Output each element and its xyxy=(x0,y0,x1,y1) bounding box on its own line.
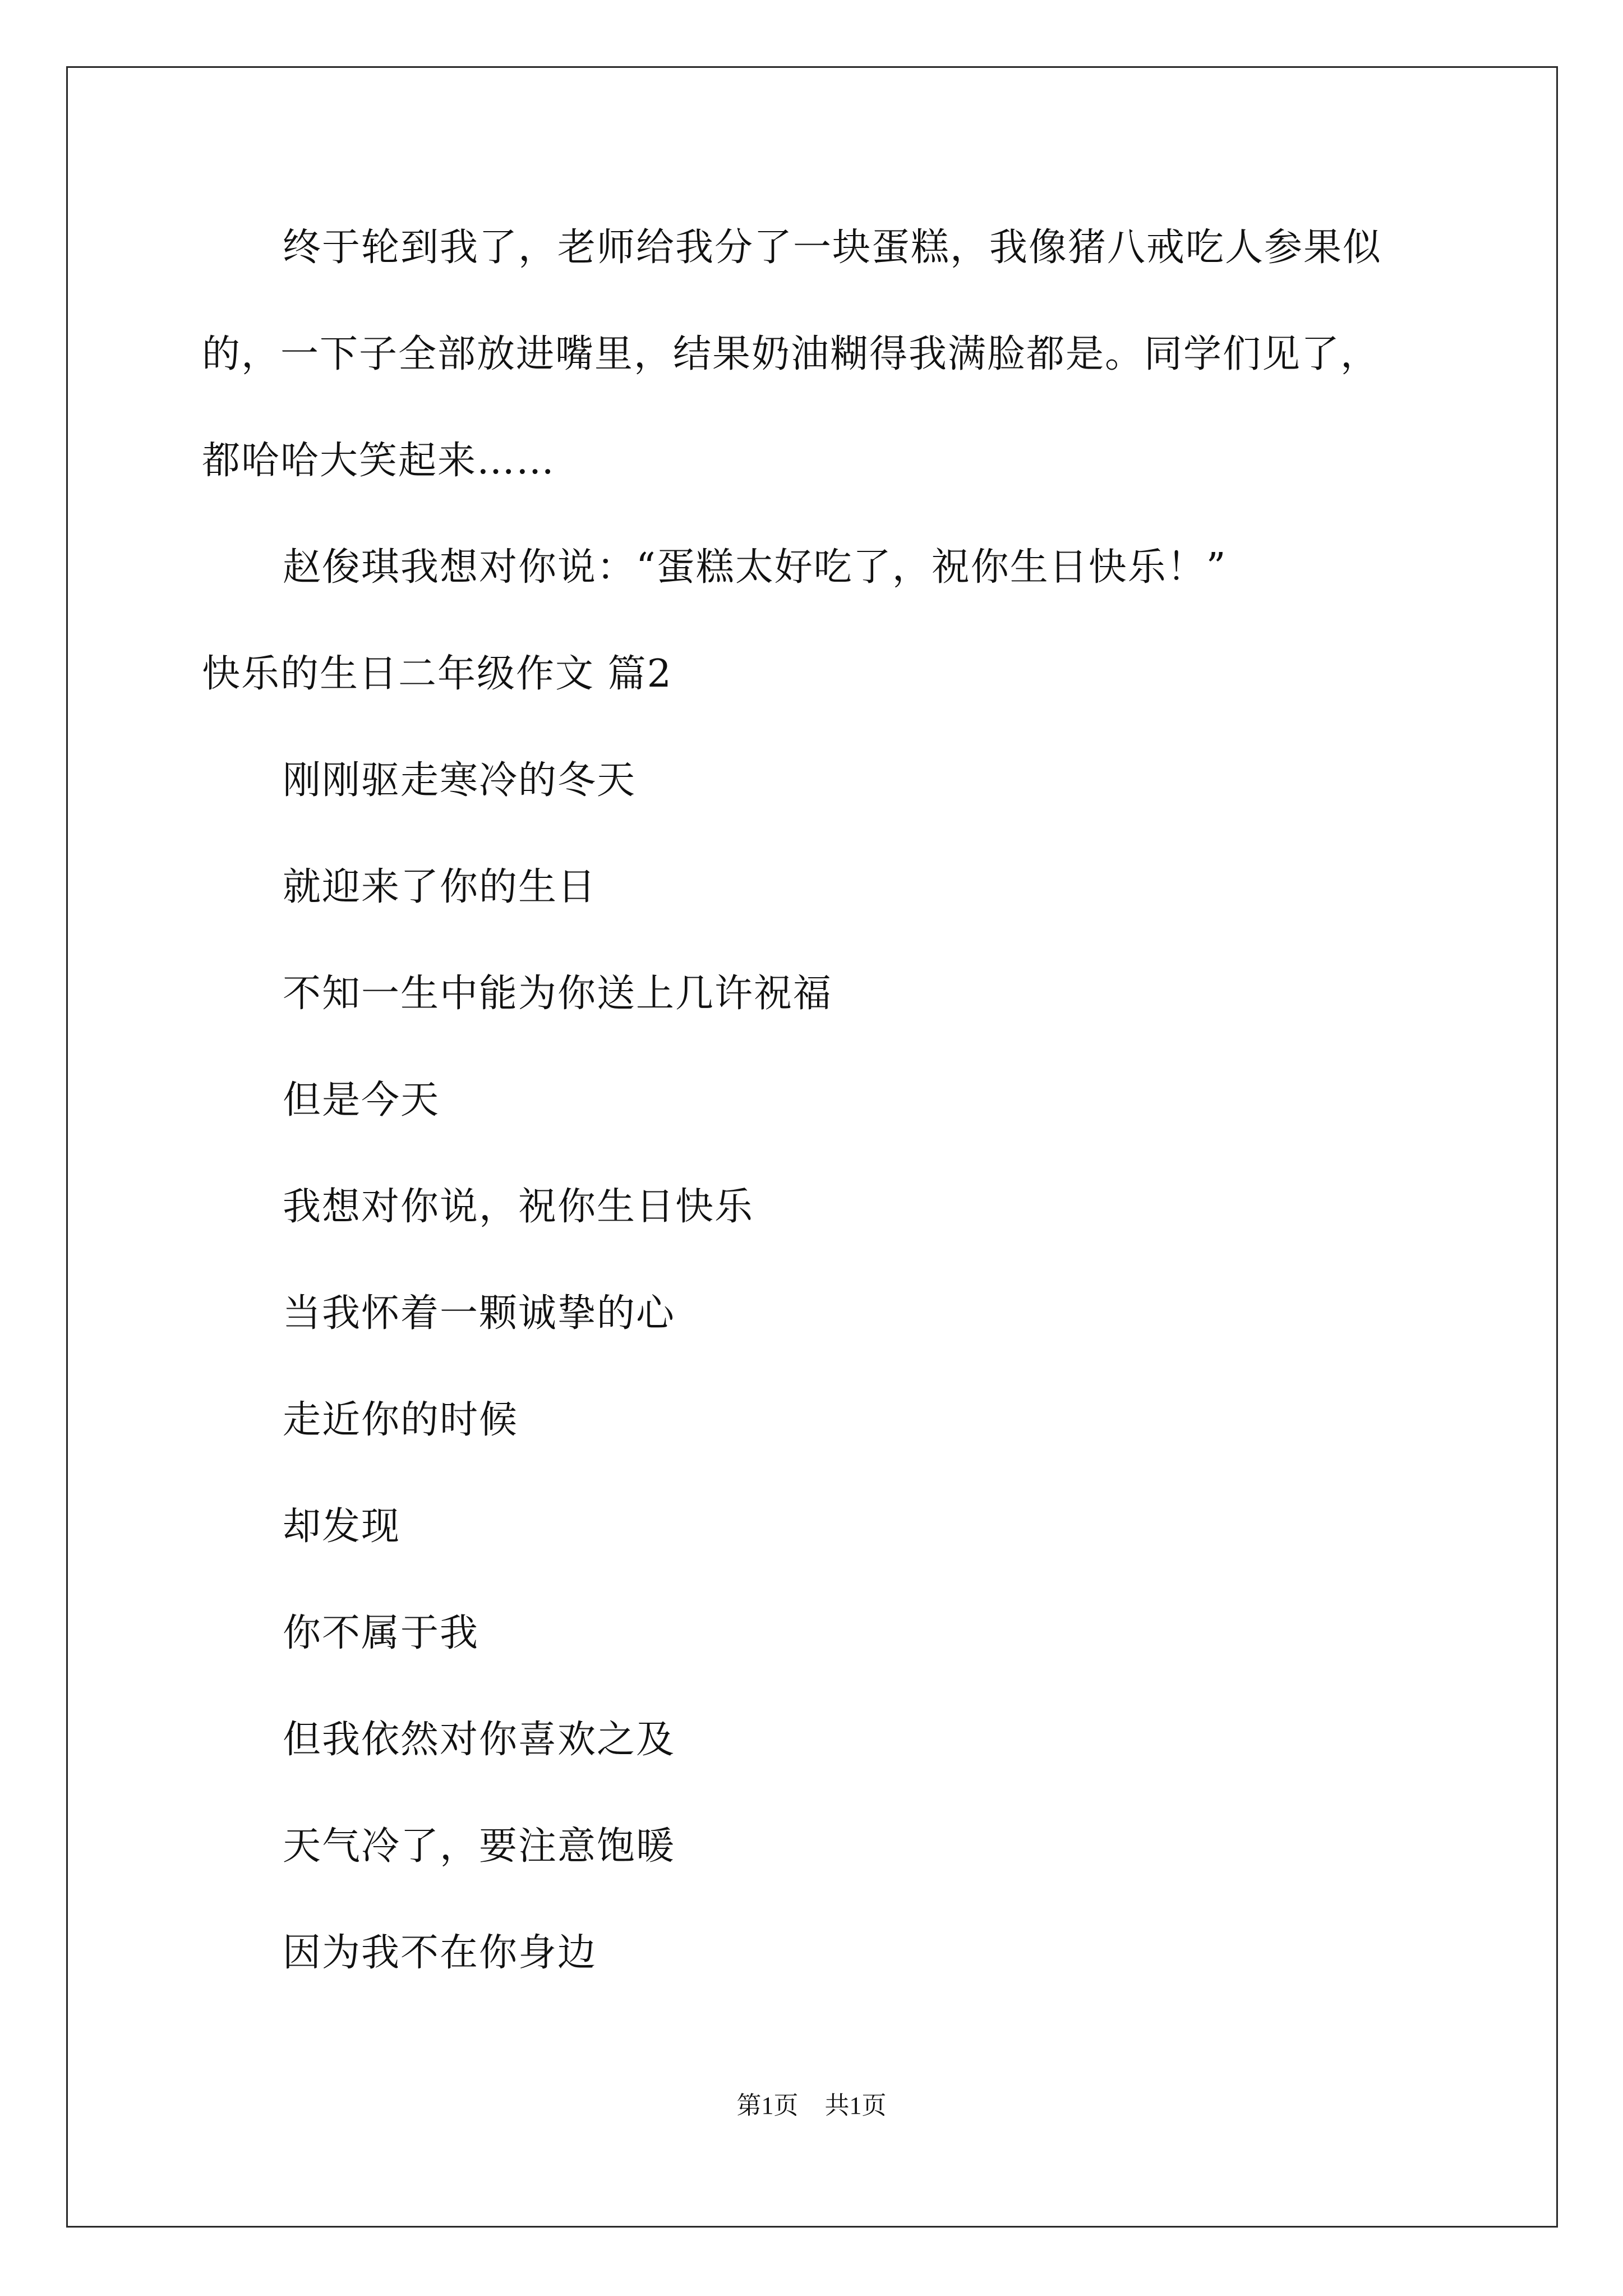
paragraph-line: 都哈哈大笑起来…… xyxy=(202,439,556,483)
poem-line: 你不属于我 xyxy=(283,1611,479,1655)
poem-line: 因为我不在你身边 xyxy=(283,1931,597,1975)
page-footer xyxy=(0,2093,1623,2118)
section-heading: 快乐的生日二年级作文 篇2 xyxy=(202,652,672,696)
paragraph-line: 赵俊琪我想对你说：“蛋糕太好吃了，祝你生日快乐！” xyxy=(283,545,1227,590)
poem-line: 但是今天 xyxy=(283,1078,440,1122)
paragraph-line: 终于轮到我了，老师给我分了一块蛋糕，我像猪八戒吃人参果似 xyxy=(283,226,1382,270)
poem-line: 却发现 xyxy=(283,1504,401,1549)
poem-line: 走近你的时候 xyxy=(283,1398,519,1442)
poem-line: 天气冷了，要注意饱暖 xyxy=(283,1824,676,1869)
poem-line: 刚刚驱走寒冷的冬天 xyxy=(283,758,637,803)
page-frame xyxy=(66,66,1558,2228)
poem-line: 我想对你说，祝你生日快乐 xyxy=(283,1185,754,1229)
poem-line: 就迎来了你的生日 xyxy=(283,865,597,909)
poem-line: 不知一生中能为你送上几许祝福 xyxy=(283,972,833,1016)
paragraph-line: 的，一下子全部放进嘴里，结果奶油糊得我满脸都是。同学们见了， xyxy=(202,332,1380,376)
page-number-total: 共1页 xyxy=(824,2092,887,2119)
poem-line: 但我依然对你喜欢之及 xyxy=(283,1718,676,1762)
poem-line: 当我怀着一颗诚挚的心 xyxy=(283,1291,676,1336)
page-number-current: 第1页 xyxy=(736,2092,799,2119)
